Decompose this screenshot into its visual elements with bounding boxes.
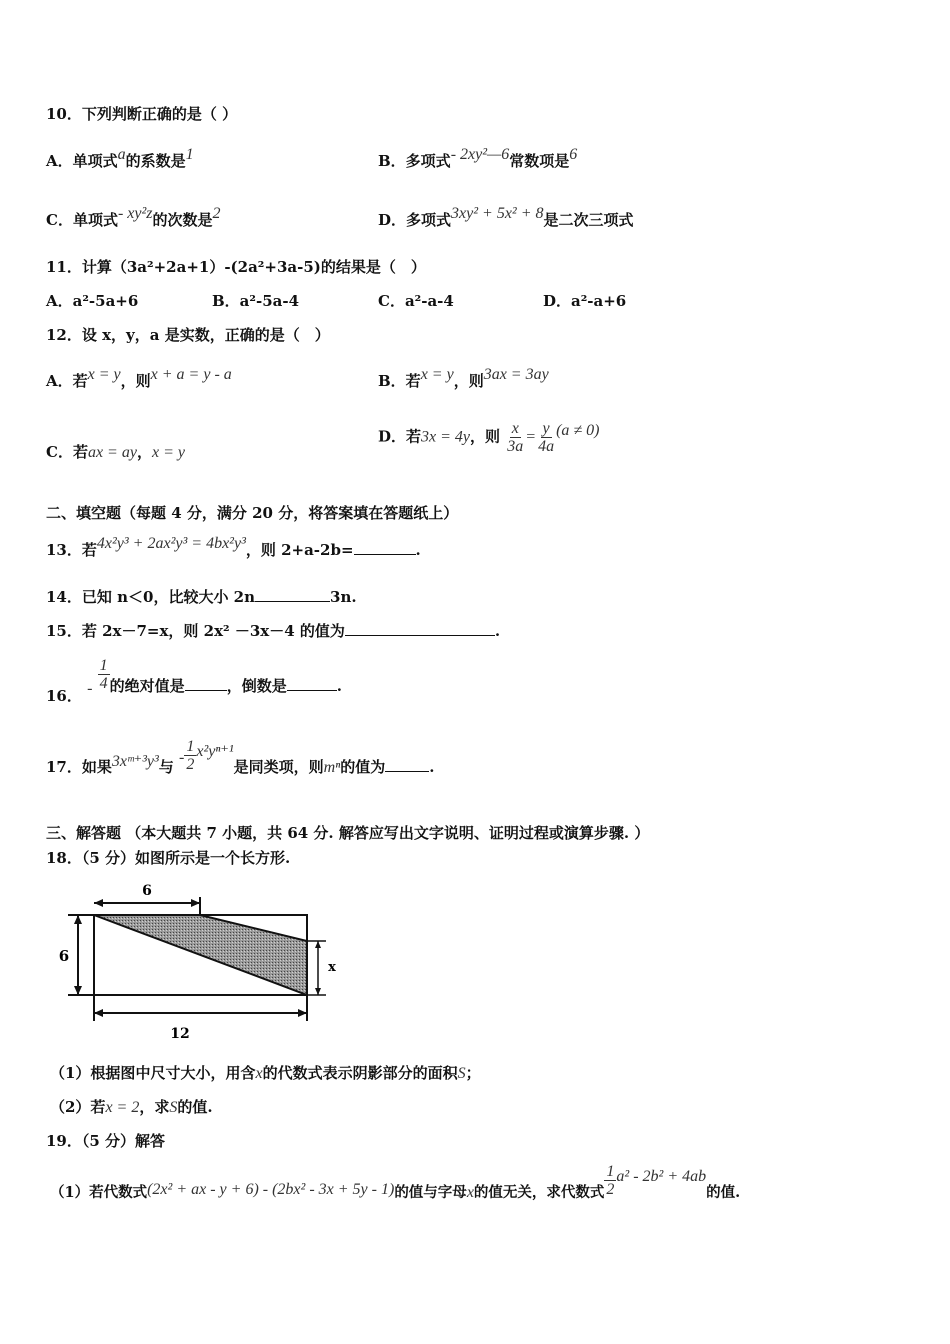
q19-p1-fraction xyxy=(604,1163,616,1198)
q11-option-a: A．a²-5a+6 xyxy=(46,292,139,310)
q17-mid: 与 xyxy=(158,757,174,776)
q19-p1-var: x xyxy=(466,1183,474,1201)
q18-p2-var: S xyxy=(169,1099,178,1116)
q12-a-res: x + a = y - a xyxy=(150,366,232,383)
right-label: x xyxy=(328,960,336,975)
q14 xyxy=(46,586,357,607)
q12-d-num2: y xyxy=(542,420,550,437)
q12-d-pre: D．若 xyxy=(378,427,422,446)
q17-frac-num: 1 xyxy=(186,738,195,755)
q12-option-b xyxy=(378,366,549,391)
q15-end: . xyxy=(494,622,501,640)
q14-post: 3n. xyxy=(330,588,357,606)
q12-d-num1: x xyxy=(511,420,519,437)
q10-option-c xyxy=(46,205,221,230)
q13-pre: 13．若 xyxy=(46,541,97,559)
q17-answer-blank[interactable] xyxy=(385,757,429,772)
q12-b-cond: x = y xyxy=(420,366,454,383)
bottom-label: 12 xyxy=(170,1026,190,1042)
q12-option-a xyxy=(46,366,232,391)
q12-d-mid: ，则 xyxy=(470,427,501,446)
q18-p2-pre: （2）若 xyxy=(50,1098,106,1116)
q12-d-den2: 4a xyxy=(538,438,555,455)
q16-frac-num: 1 xyxy=(99,657,108,674)
q16-num: 16． xyxy=(46,686,82,705)
q19-part-1 xyxy=(50,1163,741,1201)
q18-p1-var: x xyxy=(255,1065,263,1082)
q12-d-frac-2 xyxy=(536,420,556,455)
q12-a-mid: ，则 xyxy=(120,372,151,390)
q18-rectangle-figure xyxy=(50,875,350,1045)
q10-a-expr: a xyxy=(117,146,126,163)
left-label: 6 xyxy=(58,947,70,965)
q10-b-label: B．多项式 xyxy=(378,152,451,170)
shaded-region xyxy=(94,915,307,995)
q14-pre: 14．已知 n＜0，比较大小 2n xyxy=(46,588,256,606)
q10-option-a xyxy=(46,146,194,171)
q18-p1-end: ； xyxy=(465,1064,481,1082)
q17-fraction xyxy=(184,738,196,773)
q12-b-res: 3ax = 3ay xyxy=(483,366,549,383)
q16 xyxy=(46,657,342,705)
q16-reciprocal-blank[interactable] xyxy=(287,676,337,691)
q18-p2-end: 的值. xyxy=(177,1098,213,1116)
q19-p1-end: 的值. xyxy=(706,1183,741,1201)
q10-c-text: 的次数是 xyxy=(152,211,213,229)
q17-pre: 17．如果 xyxy=(46,757,112,776)
top-label: 6 xyxy=(142,883,152,899)
q13-end: . xyxy=(415,541,421,559)
q16-fraction xyxy=(98,657,110,692)
q12-d-den1: 3a xyxy=(507,438,524,455)
q13-answer-blank[interactable] xyxy=(354,540,416,555)
q10-c-value: 2 xyxy=(212,205,221,222)
q10-option-d xyxy=(378,205,634,230)
q18-p1-mid: 的代数式表示阴影部分的面积 xyxy=(262,1064,458,1082)
q10-d-label: D．多项式 xyxy=(378,211,452,229)
q12-d-frac-1 xyxy=(505,420,525,455)
q15-pre: 15．若 2x－7=x，则 2x² －3x－4 的值为 xyxy=(46,622,345,640)
q16-end: . xyxy=(336,676,342,695)
q11-option-d: D．a²-a+6 xyxy=(543,292,627,310)
q10-b-text: 常数项是 xyxy=(509,152,570,170)
q10-d-expr: 3xy² + 5x² + 8 xyxy=(451,205,544,222)
q10-option-b xyxy=(378,146,578,171)
q13-post: ，则 2+a-2b= xyxy=(245,541,354,559)
q10-c-label: C．单项式 xyxy=(46,211,118,229)
q16-frac-den: 4 xyxy=(99,675,108,692)
left-arrow-bottom xyxy=(74,986,82,995)
q17-expr2: x²yⁿ⁺¹ xyxy=(196,742,234,760)
q19-p1-frac-num: 1 xyxy=(606,1163,615,1180)
q10-b-expr: - 2xy²—6 xyxy=(450,146,510,163)
q10-stem: 10．下列判断正确的是（ ） xyxy=(46,105,238,123)
q17-frac-den: 2 xyxy=(186,756,195,773)
q12-a-pre: A．若 xyxy=(46,372,88,390)
q18-p2-expr: x = 2 xyxy=(105,1099,140,1116)
q12-a-cond: x = y xyxy=(87,366,121,383)
q13 xyxy=(46,535,421,560)
q19-stem: 19．（5 分）解答 xyxy=(46,1132,166,1150)
section-2-heading: 二、填空题（每题 4 分，满分 20 分，将答案填在答题纸上） xyxy=(46,504,459,522)
q17 xyxy=(46,738,435,776)
q12-b-pre: B．若 xyxy=(378,372,421,390)
q12-c-pre: C．若 xyxy=(46,443,88,461)
top-arrow-right xyxy=(191,899,200,907)
q19-p1-frac-den: 2 xyxy=(606,1181,615,1198)
right-arrow-top xyxy=(315,941,321,948)
q17-sign: - xyxy=(179,748,185,766)
q17-end: . xyxy=(429,757,435,776)
q19-p1-expr: (2x² + ax - y + 6) - (2bx² - 3x + 5y - 1) xyxy=(147,1180,395,1198)
q15-answer-blank[interactable] xyxy=(345,621,495,636)
q12-c-cond: ax = ay xyxy=(87,444,137,461)
q10-b-value: 6 xyxy=(569,146,578,163)
q11-option-c: C．a²-a-4 xyxy=(378,292,454,310)
q16-text1: 的绝对值是 xyxy=(109,676,185,695)
q14-answer-blank[interactable] xyxy=(255,587,330,602)
q10-a-label: A．单项式 xyxy=(46,152,118,170)
q17-post: 的值为 xyxy=(340,757,386,776)
q11-stem: 11．计算（3a²+2a+1）-(2a²+3a-5)的结果是（ ） xyxy=(46,258,426,276)
bottom-arrow-left xyxy=(94,1009,103,1017)
section-3-heading: 三、解答题 （本大题共 7 小题，共 64 分. 解答应写出文字说明、证明过程或演算步骤. ） xyxy=(46,824,650,842)
q19-p1-expr2: a² - 2b² + 4ab xyxy=(616,1167,707,1185)
q19-p1-pre: （1）若代数式 xyxy=(50,1183,148,1201)
q16-text2: ，倒数是 xyxy=(226,676,287,695)
q12-d-eq: = xyxy=(525,428,537,446)
q17-expr3: mⁿ xyxy=(323,758,341,776)
q19-p1-mid: 的值与字母 xyxy=(394,1183,467,1201)
q10-d-text: 是二次三项式 xyxy=(543,211,634,229)
q13-expr: 4x²y³ + 2ax²y³ = 4bx²y³ xyxy=(96,535,246,552)
q18-part-1 xyxy=(50,1062,481,1083)
q10-c-expr: - xy²z xyxy=(117,205,153,222)
q18-p1-var2: S xyxy=(457,1065,466,1082)
q12-option-d xyxy=(378,420,600,455)
q12-d-tail: (a ≠ 0) xyxy=(556,421,600,439)
q19-p1-mid2: 的值无关，求代数式 xyxy=(473,1183,605,1201)
q12-b-mid: ，则 xyxy=(453,372,484,390)
q17-text: 是同类项，则 xyxy=(233,757,324,776)
q12-d-cond: 3x = 4y xyxy=(421,428,471,446)
q18-p1-pre: （1）根据图中尺寸大小，用含 xyxy=(50,1064,256,1082)
left-arrow-top xyxy=(74,915,82,924)
q16-abs-blank[interactable] xyxy=(185,676,227,691)
q10-a-value: 1 xyxy=(185,146,194,163)
q12-c-res: x = y xyxy=(151,444,185,461)
q10-a-text: 的系数是 xyxy=(125,152,186,170)
q11-option-b: B．a²-5a-4 xyxy=(212,292,300,310)
top-arrow-left xyxy=(94,899,103,907)
q18-stem: 18．（5 分）如图所示是一个长方形. xyxy=(46,849,291,867)
q17-expr1: 3xᵐ⁺³y³ xyxy=(111,752,159,770)
q16-sign: - xyxy=(87,679,93,697)
q18-part-2 xyxy=(50,1096,213,1117)
q12-stem: 12．设 x，y，a 是实数，正确的是（ ） xyxy=(46,326,330,344)
q12-option-c xyxy=(46,441,185,462)
bottom-arrow-right xyxy=(298,1009,307,1017)
q15 xyxy=(46,620,500,641)
q18-p2-mid: ，求 xyxy=(139,1098,170,1116)
q12-c-mid: ， xyxy=(136,443,152,461)
right-arrow-bottom xyxy=(315,988,321,995)
